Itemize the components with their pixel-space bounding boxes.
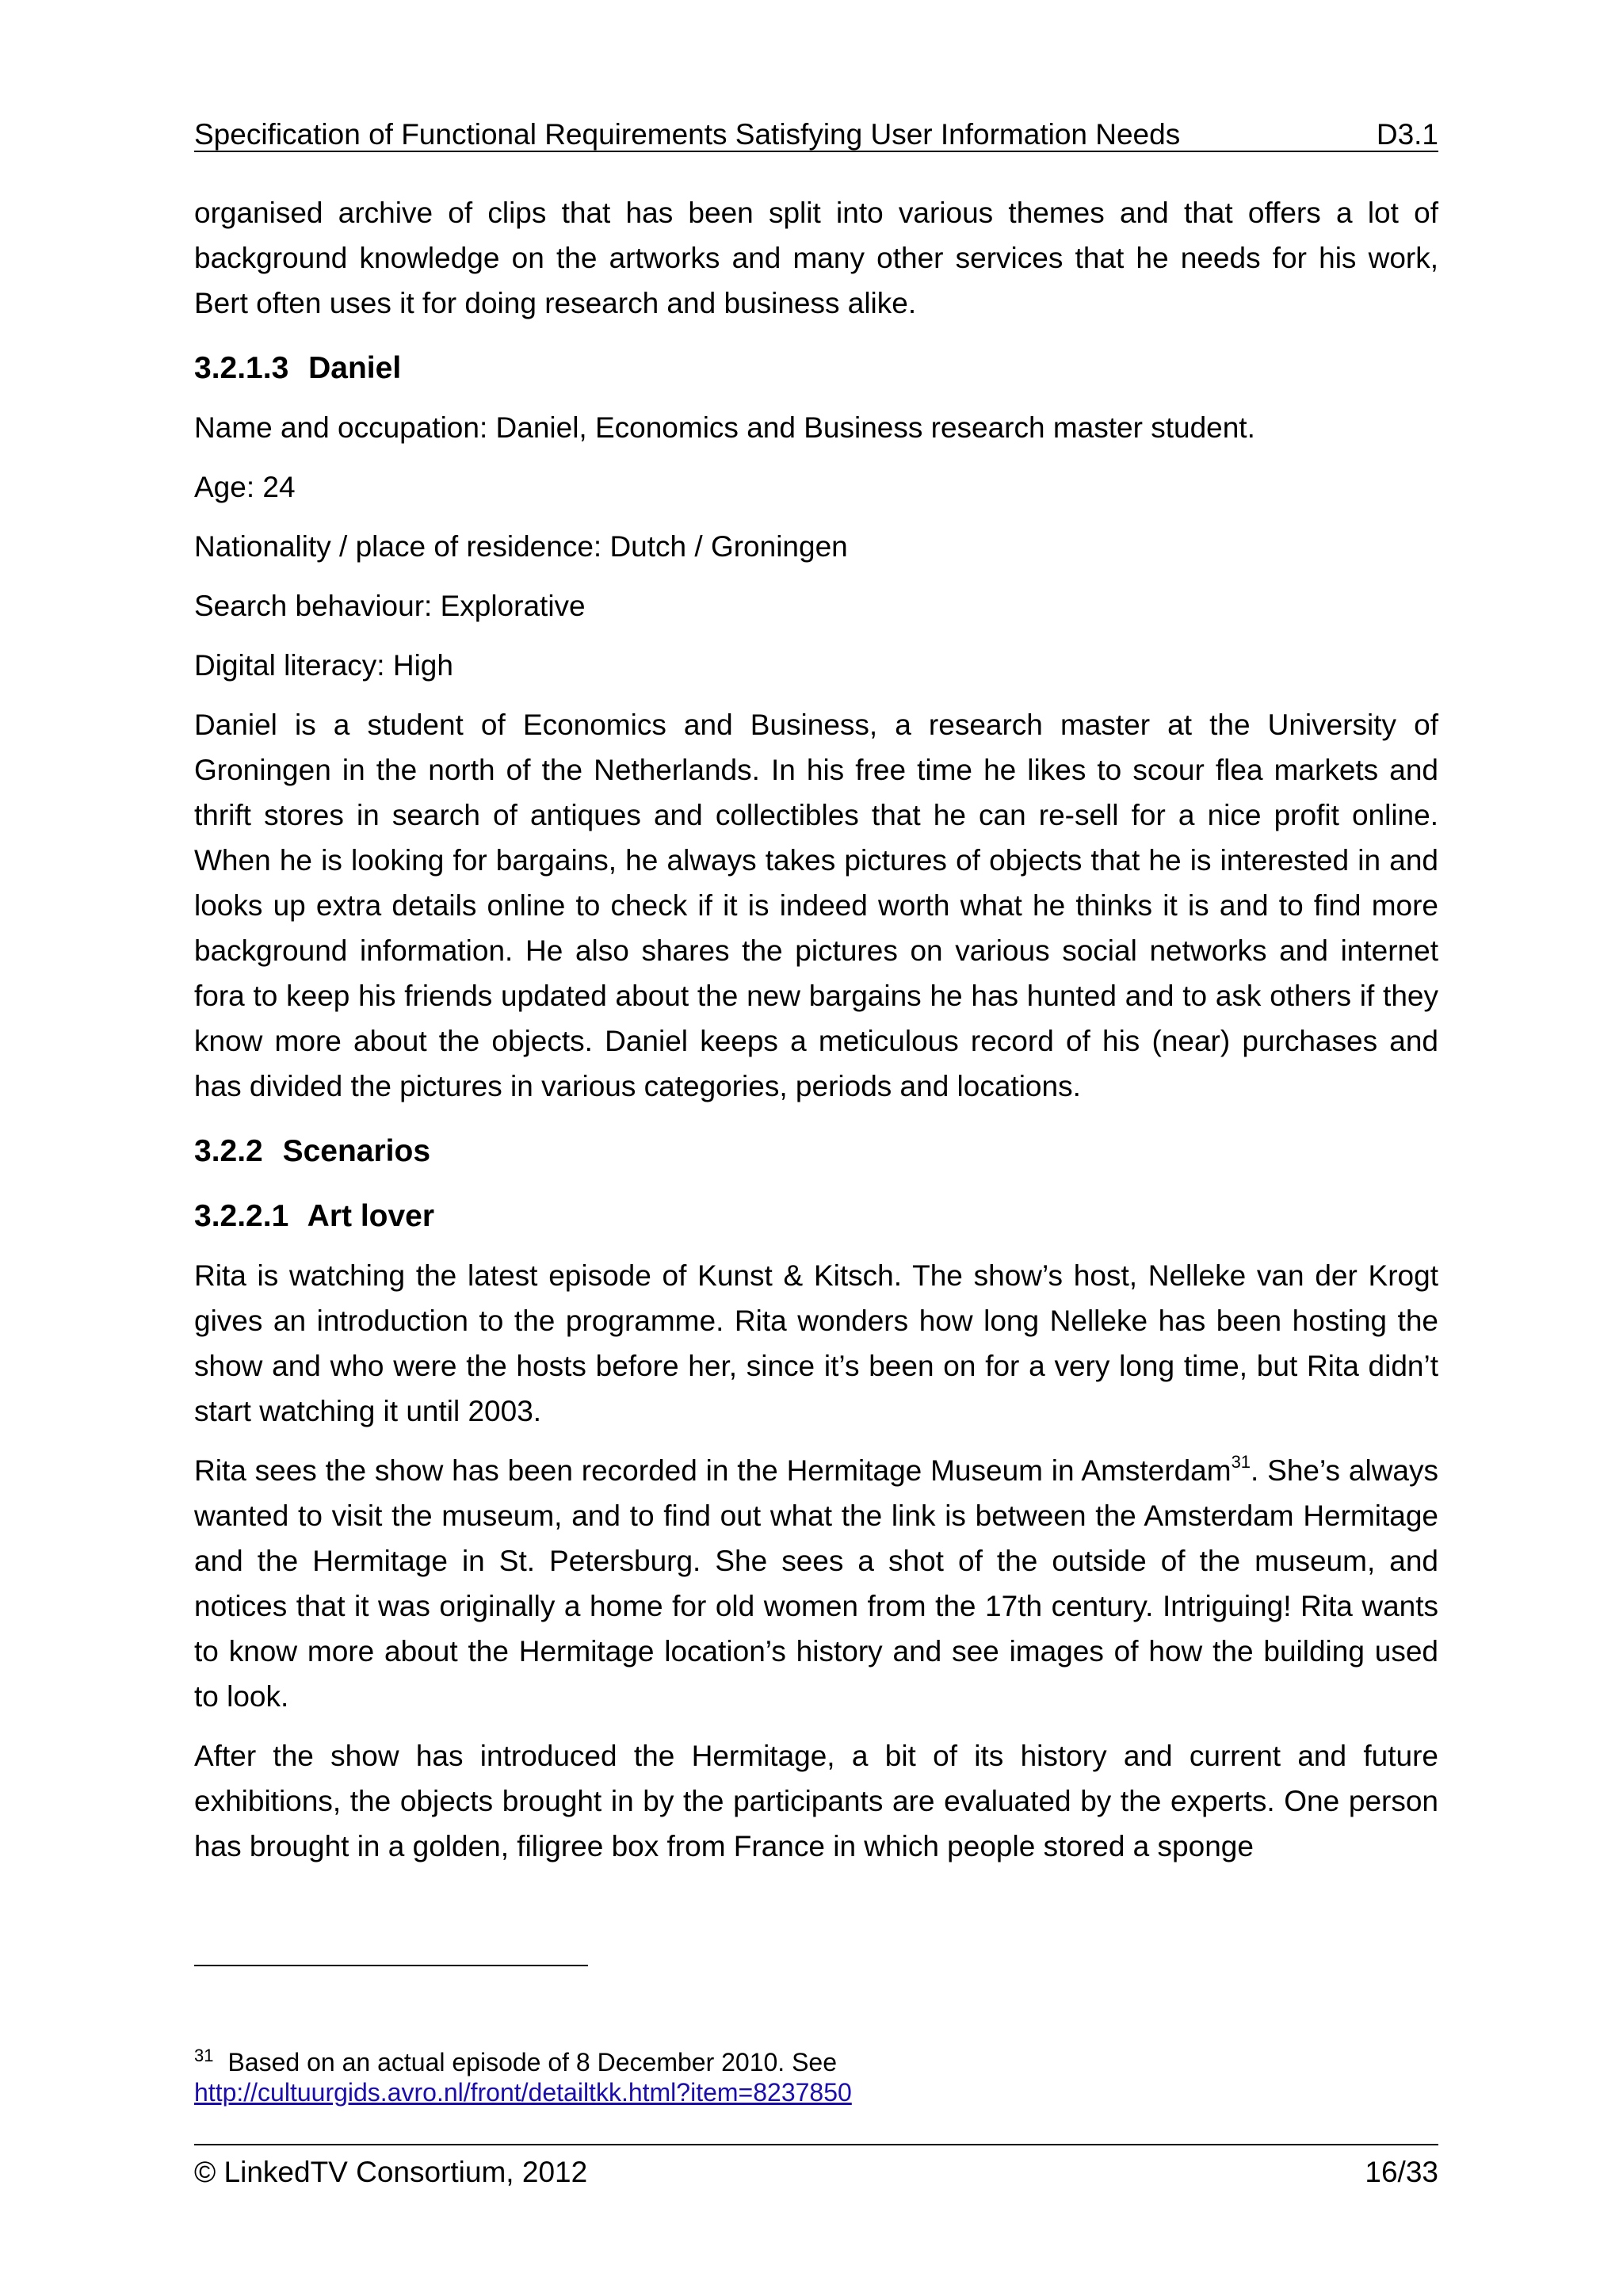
footnote-link[interactable]: http://cultuurgids.avro.nl/front/detailtkk.html?item=8237850 [194, 2078, 852, 2107]
section-number: 3.2.2 [194, 1134, 263, 1168]
section-title: Art lover [307, 1199, 435, 1233]
section-heading-daniel [194, 346, 1438, 391]
art-lover-paragraph-1: Rita is watching the latest episode of Kunst & Kitsch. The show’s host, Nelleke van der Krogt gives an introduction to the programme. Rita wonders how long Nelleke has been hosting the show and who were the hosts before her, since it’s been on for a very long time, but Rita didn’t start watching it until 2003. [194, 1259, 1438, 1427]
footnote-separator [194, 1965, 588, 1966]
footnote-text: Based on an actual episode of 8 December 2010. See [227, 2048, 838, 2076]
name-occupation-line: Name and occupation: Daniel, Economics and Business research master student. [194, 411, 1255, 444]
search-behaviour-line: Search behaviour: Explorative [194, 590, 586, 622]
main-content [194, 190, 1438, 1883]
header-doc-id: D3.1 [1376, 118, 1438, 151]
header-title: Specification of Functional Requirements Satisfying User Information Needs [194, 118, 1181, 151]
section-title: Scenarios [282, 1134, 431, 1168]
intro-paragraph: organised archive of clips that has been split into various themes and that offers a lot of background knowledge on the artworks and many other services that he needs for his work, Bert often uses it for doing research and business alike. [194, 197, 1438, 319]
footer-copyright: © LinkedTV Consortium, 2012 [194, 2156, 588, 2188]
section-heading-art-lover [194, 1194, 1438, 1239]
footnote [194, 2047, 1438, 2107]
age-line: Age: 24 [194, 471, 296, 503]
footer-page-number: 16/33 [1365, 2156, 1438, 2188]
section-number: 3.2.1.3 [194, 351, 289, 385]
section-title: Daniel [308, 351, 402, 385]
digital-literacy-line: Digital literacy: High [194, 649, 453, 682]
section-number: 3.2.2.1 [194, 1199, 289, 1233]
paragraph-text: . She’s always wanted to visit the museum, and to find out what the link is between the Amsterdam Hermitage and the Hermitage in St. Petersburg. She sees a shot of the outside of the museum, and notices that it was originally a home for old women from the 17th century. Intriguing! Rita wants to know more about the Hermitage location’s history and see images of how the building used to look. [194, 1454, 1438, 1713]
page-header [194, 109, 1438, 152]
art-lover-paragraph-2 [194, 1448, 1438, 1719]
page-footer [194, 2144, 1438, 2191]
daniel-description: Daniel is a student of Economics and Business, a research master at the University of Groningen in the north of the Netherlands. In his free time he likes to scour flea markets and thrift stores in search of antiques and collectibles that he can re-sell for a nice profit online. When he is looking for bargains, he always takes pictures of objects that he is interested in and looks up extra details online to check if it is indeed worth what he thinks it is and to find more background information. He also shares the pictures on various social networks and internet fora to keep his friends updated about the new bargains he has hunted and to ask others if they know more about the objects. Daniel keeps a meticulous record of his (near) purchases and has divided the pictures in various categories, periods and locations. [194, 709, 1438, 1102]
footnote-text-line [194, 2047, 1438, 2077]
art-lover-paragraph-3: After the show has introduced the Hermitage, a bit of its history and current and future exhibitions, the objects brought in by the participants are evaluated by the experts. One person has brought in a golden, filigree box from France in which people stored a sponge [194, 1740, 1438, 1862]
paragraph-text: Rita sees the show has been recorded in the Hermitage Museum in Amsterdam [194, 1454, 1232, 1487]
nationality-line: Nationality / place of residence: Dutch / Groningen [194, 530, 848, 563]
footnote-reference[interactable]: 31 [1231, 1452, 1251, 1472]
section-heading-scenarios [194, 1129, 1438, 1174]
footnote-mark: 31 [194, 2046, 214, 2065]
